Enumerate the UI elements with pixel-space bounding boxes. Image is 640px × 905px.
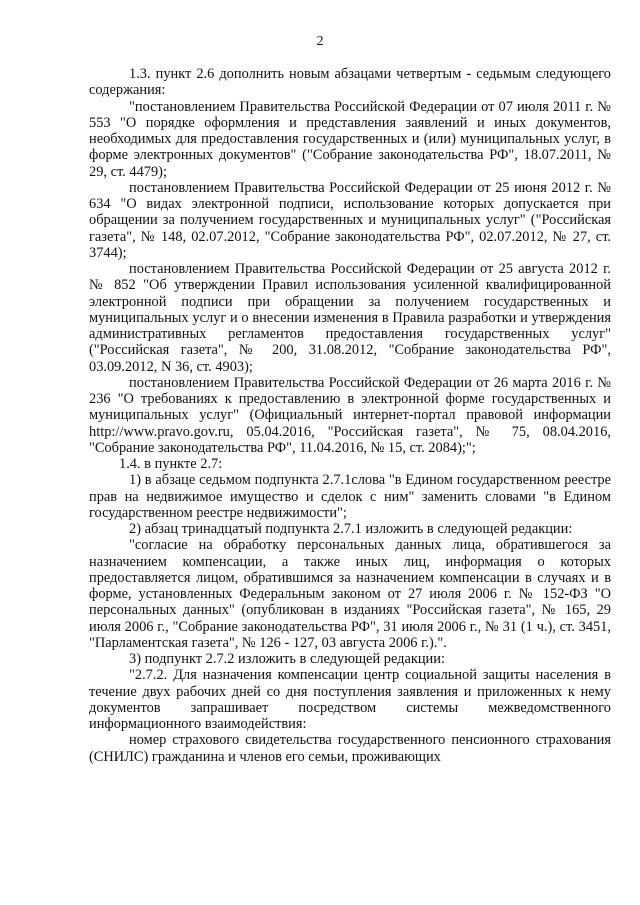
- paragraph-p-272: "2.7.2. Для назначения компенсации центр социальной защиты населения в течение двух рабочих дней со дня поступления заявления и приложенных к нему документов запрашивает посредством системы межведомственного информационного взаимодействия:: [89, 667, 611, 732]
- paragraph-p-sub2: 2) абзац тринадцатый подпункта 2.7.1 изложить в следующей редакции:: [129, 521, 573, 537]
- paragraph-p-consent: "согласие на обработку персональных данных лица, обратившегося за назначением компенсации, а также иных лиц, информация о которых предоставляется лицом, обратившимся за назначением компенсации в случаях и в форме, установленных Федеральным законом от 27 июля 2006 г. № 152-ФЗ "О персональных данных" (опубликован в изданиях "Российская газета", № 165, 29 июля 2006 г., "Собрание законодательства РФ", 31 июля 2006 г., № 31 (1 ч.), ст. 3451, "Парламентская газета", № 126 - 127, 03 августа 2006 г.).".: [89, 537, 611, 651]
- paragraph-p-sub3: 3) подпункт 2.7.2 изложить в следующей редакции:: [129, 651, 445, 667]
- paragraph-p-236: постановлением Правительства Российской Федерации от 26 марта 2016 г. № 236 "О требованиях к предоставлению в электронной форме государственных и муниципальных услуг" (Официальный интернет-портал правовой информации http://www.pravo.gov.ru, 05.04.2016, "Российская газета", № 75, 08.04.2016, "Собрание законодательства РФ", 11.04.2016, № 15, ст. 2084);";: [89, 374, 611, 456]
- paragraph-p-634: постановлением Правительства Российской Федерации от 25 июня 2012 г. № 634 "О видах электронной подписи, использование которых допускается при обращении за получением государственных и муниципальных услуг" ("Российская газета", № 148, 02.07.2012, "Собрание законодательства РФ", 02.07.2012, № 27, ст. 3744);: [89, 179, 611, 261]
- paragraph-p-852: постановлением Правительства Российской Федерации от 25 августа 2012 г. № 852 "Об утверждении Правил использования усиленной квалифицированной электронной подписи при обращении за получением государственных и муниципальных услуг и о внесении изменения в Правила разработки и утверждения административных регламентов предоставления государственных услуг" ("Российская газета", № 200, 31.08.2012, "Собрание законодательства РФ", 03.09.2012, N 36, ст. 4903);: [89, 261, 611, 375]
- paragraph-p-snils: номер страхового свидетельства государственного пенсионного страхования (СНИЛС) гражданина и членов его семьи, проживающих: [89, 732, 611, 765]
- paragraph-p1-4: 1.4. в пункте 2.7:: [119, 456, 223, 472]
- document-body: [89, 66, 611, 765]
- paragraph-p-553: "постановлением Правительства Российской Федерации от 07 июля 2011 г. № 553 "О порядке оформления и представления заявлений и иных документов, необходимых для предоставления государственных и (или) муниципальных услуг, в форме электронных документов" ("Собрание законодательства РФ", 18.07.2011, № 29, ст. 4479);: [89, 98, 611, 180]
- paragraph-p-sub1: 1) в абзаце седьмом подпункта 2.7.1слова "в Едином государственном реестре прав на недвижимое имущество и сделок с ним" заменить словами "в Едином государственном реестре недвижимости";: [89, 472, 611, 521]
- page-number: 2: [316, 34, 324, 49]
- paragraph-p1-3: 1.3. пункт 2.6 дополнить новым абзацами четвертым - седьмым следующего содержания:: [89, 66, 611, 99]
